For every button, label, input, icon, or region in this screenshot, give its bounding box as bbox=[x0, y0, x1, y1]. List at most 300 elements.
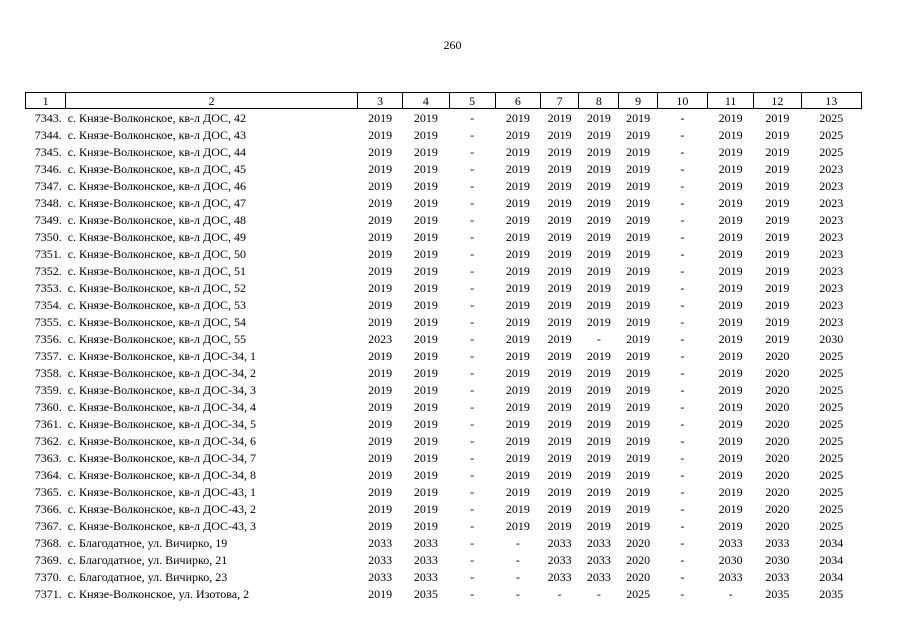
year-cell: 2034 bbox=[819, 535, 844, 550]
address-cell: с. Князе-Волконское, кв-л ДОС, 51 bbox=[67, 263, 247, 278]
year-cell: 2035 bbox=[765, 586, 790, 601]
year-cell: 2019 bbox=[413, 246, 438, 261]
year-cell: 2019 bbox=[718, 467, 743, 482]
year-cell: 2019 bbox=[586, 161, 611, 176]
year-cell: - bbox=[680, 365, 685, 380]
year-cell: 2019 bbox=[626, 246, 651, 261]
table-row bbox=[26, 177, 862, 194]
year-cell: 2019 bbox=[505, 416, 530, 431]
year-cell: 2020 bbox=[765, 382, 790, 397]
row-number: 7367. bbox=[34, 518, 62, 533]
year-cell: 2019 bbox=[368, 518, 393, 533]
year-cell: 2019 bbox=[368, 433, 393, 448]
year-cell: 2025 bbox=[819, 433, 844, 448]
year-cell: 2019 bbox=[547, 365, 572, 380]
year-cell: 2019 bbox=[718, 433, 743, 448]
address-cell: с. Князе-Волконское, кв-л ДОС, 47 bbox=[67, 195, 247, 210]
row-number: 7361. bbox=[34, 416, 62, 431]
year-cell: - bbox=[680, 331, 685, 346]
address-cell: с. Князе-Волконское, кв-л ДОС-34, 4 bbox=[67, 399, 257, 414]
year-cell: 2025 bbox=[819, 399, 844, 414]
year-cell: 2019 bbox=[626, 331, 651, 346]
year-cell: 2023 bbox=[819, 297, 844, 312]
year-cell: - bbox=[596, 586, 601, 601]
year-cell: 2020 bbox=[626, 552, 651, 567]
year-cell: 2035 bbox=[413, 586, 438, 601]
row-number: 7363. bbox=[34, 450, 62, 465]
address-cell: с. Князе-Волконское, кв-л ДОС-34, 6 bbox=[67, 433, 257, 448]
year-cell: 2033 bbox=[368, 535, 393, 550]
year-cell: 2019 bbox=[368, 127, 393, 142]
year-cell: 2019 bbox=[368, 467, 393, 482]
year-cell: 2019 bbox=[586, 178, 611, 193]
year-cell: 2019 bbox=[718, 518, 743, 533]
year-cell: - bbox=[470, 263, 475, 278]
year-cell: 2019 bbox=[586, 280, 611, 295]
year-cell: - bbox=[680, 263, 685, 278]
column-header: 6 bbox=[495, 93, 540, 109]
year-cell: - bbox=[557, 586, 562, 601]
year-cell: 2023 bbox=[819, 195, 844, 210]
column-header: 5 bbox=[449, 93, 495, 109]
year-cell: 2019 bbox=[718, 348, 743, 363]
year-cell: 2033 bbox=[413, 552, 438, 567]
year-cell: - bbox=[470, 348, 475, 363]
year-cell: 2019 bbox=[626, 484, 651, 499]
year-cell: - bbox=[470, 212, 475, 227]
year-cell: 2019 bbox=[626, 144, 651, 159]
year-cell: - bbox=[680, 484, 685, 499]
year-cell: 2033 bbox=[547, 569, 572, 584]
year-cell: 2019 bbox=[547, 416, 572, 431]
year-cell: 2019 bbox=[718, 501, 743, 516]
year-cell: - bbox=[515, 569, 520, 584]
row-number: 7362. bbox=[34, 433, 62, 448]
address-cell: с. Князе-Волконское, кв-л ДОС-34, 1 bbox=[67, 348, 257, 363]
year-cell: 2019 bbox=[718, 365, 743, 380]
year-cell: 2019 bbox=[718, 127, 743, 142]
year-cell: 2023 bbox=[819, 246, 844, 261]
year-cell: 2019 bbox=[765, 263, 790, 278]
year-cell: 2019 bbox=[626, 348, 651, 363]
year-cell: 2023 bbox=[819, 178, 844, 193]
year-cell: 2033 bbox=[413, 569, 438, 584]
year-cell: 2019 bbox=[413, 297, 438, 312]
year-cell: 2019 bbox=[368, 280, 393, 295]
row-number: 7357. bbox=[34, 348, 62, 363]
address-cell: с. Князе-Волконское, кв-л ДОС-43, 3 bbox=[67, 518, 257, 533]
year-cell: 2025 bbox=[819, 484, 844, 499]
year-cell: 2019 bbox=[547, 246, 572, 261]
table-row bbox=[26, 279, 862, 296]
year-cell: 2019 bbox=[505, 212, 530, 227]
table-row bbox=[26, 245, 862, 262]
year-cell: 2019 bbox=[413, 382, 438, 397]
year-cell: 2019 bbox=[586, 365, 611, 380]
year-cell: 2019 bbox=[413, 280, 438, 295]
year-cell: 2025 bbox=[819, 501, 844, 516]
year-cell: 2033 bbox=[718, 535, 743, 550]
year-cell: 2019 bbox=[368, 365, 393, 380]
year-cell: 2019 bbox=[765, 314, 790, 329]
row-number: 7364. bbox=[34, 467, 62, 482]
year-cell: 2019 bbox=[547, 450, 572, 465]
year-cell: 2019 bbox=[413, 518, 438, 533]
year-cell: 2019 bbox=[626, 518, 651, 533]
row-number: 7371. bbox=[34, 586, 62, 601]
address-cell: с. Князе-Волконское, кв-л ДОС-34, 2 bbox=[67, 365, 257, 380]
column-header: 12 bbox=[754, 93, 801, 109]
year-cell: 2019 bbox=[586, 399, 611, 414]
year-cell: 2025 bbox=[819, 416, 844, 431]
year-cell: 2019 bbox=[718, 161, 743, 176]
year-cell: 2019 bbox=[586, 450, 611, 465]
address-cell: с. Князе-Волконское, кв-л ДОС-34, 3 bbox=[67, 382, 257, 397]
year-cell: - bbox=[470, 569, 475, 584]
year-cell: - bbox=[470, 501, 475, 516]
year-cell: - bbox=[680, 399, 685, 414]
row-number: 7350. bbox=[34, 229, 62, 244]
address-cell: с. Князе-Волконское, кв-л ДОС-43, 2 bbox=[67, 501, 257, 516]
year-cell: 2019 bbox=[368, 229, 393, 244]
year-cell: 2034 bbox=[819, 552, 844, 567]
row-number: 7349. bbox=[34, 212, 62, 227]
year-cell: 2023 bbox=[819, 229, 844, 244]
address-cell: с. Князе-Волконское, кв-л ДОС, 48 bbox=[67, 212, 247, 227]
year-cell: 2019 bbox=[413, 484, 438, 499]
year-cell: 2019 bbox=[368, 501, 393, 516]
year-cell: - bbox=[470, 195, 475, 210]
year-cell: 2025 bbox=[819, 518, 844, 533]
year-cell: 2019 bbox=[413, 161, 438, 176]
row-number: 7358. bbox=[34, 365, 62, 380]
row-number: 7353. bbox=[34, 280, 62, 295]
year-cell: 2019 bbox=[626, 280, 651, 295]
year-cell: 2019 bbox=[586, 467, 611, 482]
year-cell: - bbox=[470, 297, 475, 312]
year-cell: 2019 bbox=[718, 450, 743, 465]
row-number: 7359. bbox=[34, 382, 62, 397]
year-cell: 2019 bbox=[505, 348, 530, 363]
year-cell: 2033 bbox=[547, 535, 572, 550]
year-cell: 2019 bbox=[413, 450, 438, 465]
row-number: 7348. bbox=[34, 195, 62, 210]
year-cell: - bbox=[470, 365, 475, 380]
year-cell: 2019 bbox=[626, 314, 651, 329]
row-number: 7355. bbox=[34, 314, 62, 329]
year-cell: - bbox=[680, 535, 685, 550]
year-cell: 2019 bbox=[413, 110, 438, 125]
table-row bbox=[26, 432, 862, 449]
year-cell: 2019 bbox=[368, 297, 393, 312]
year-cell: 2019 bbox=[413, 433, 438, 448]
year-cell: 2019 bbox=[718, 280, 743, 295]
year-cell: 2019 bbox=[626, 433, 651, 448]
year-cell: 2020 bbox=[626, 535, 651, 550]
year-cell: 2025 bbox=[819, 144, 844, 159]
column-header: 2 bbox=[66, 93, 358, 109]
year-cell: 2025 bbox=[819, 365, 844, 380]
row-number: 7344. bbox=[34, 127, 62, 142]
year-cell: - bbox=[680, 297, 685, 312]
year-cell: - bbox=[470, 246, 475, 261]
table-row bbox=[26, 143, 862, 160]
year-cell: 2019 bbox=[718, 416, 743, 431]
year-cell: - bbox=[680, 552, 685, 567]
year-cell: - bbox=[680, 144, 685, 159]
year-cell: - bbox=[515, 535, 520, 550]
table-row bbox=[26, 109, 862, 127]
year-cell: 2020 bbox=[765, 416, 790, 431]
year-cell: 2019 bbox=[626, 399, 651, 414]
year-cell: 2019 bbox=[626, 263, 651, 278]
year-cell: 2019 bbox=[586, 229, 611, 244]
table-row bbox=[26, 483, 862, 500]
row-number: 7360. bbox=[34, 399, 62, 414]
table-row bbox=[26, 551, 862, 568]
year-cell: 2019 bbox=[626, 297, 651, 312]
year-cell: - bbox=[680, 229, 685, 244]
year-cell: 2019 bbox=[368, 263, 393, 278]
year-cell: - bbox=[680, 467, 685, 482]
year-cell: 2019 bbox=[626, 229, 651, 244]
year-cell: 2019 bbox=[368, 382, 393, 397]
year-cell: - bbox=[470, 280, 475, 295]
row-number: 7346. bbox=[34, 161, 62, 176]
year-cell: 2019 bbox=[718, 382, 743, 397]
year-cell: 2020 bbox=[765, 484, 790, 499]
year-cell: 2035 bbox=[819, 586, 844, 601]
row-number: 7366. bbox=[34, 501, 62, 516]
year-cell: 2033 bbox=[586, 552, 611, 567]
address-cell: с. Князе-Волконское, кв-л ДОС, 44 bbox=[67, 144, 247, 159]
year-cell: - bbox=[470, 331, 475, 346]
year-cell: - bbox=[470, 433, 475, 448]
year-cell: 2019 bbox=[413, 348, 438, 363]
year-cell: 2019 bbox=[368, 161, 393, 176]
row-number: 7368. bbox=[34, 535, 62, 550]
year-cell: 2019 bbox=[547, 144, 572, 159]
column-header: 7 bbox=[541, 93, 579, 109]
year-cell: 2019 bbox=[547, 331, 572, 346]
year-cell: 2030 bbox=[819, 331, 844, 346]
row-number: 7351. bbox=[34, 246, 62, 261]
year-cell: - bbox=[680, 212, 685, 227]
year-cell: - bbox=[680, 195, 685, 210]
year-cell: 2019 bbox=[505, 501, 530, 516]
year-cell: 2019 bbox=[368, 348, 393, 363]
address-cell: с. Благодатное, ул. Вичирко, 23 bbox=[67, 569, 228, 584]
year-cell: 2019 bbox=[505, 450, 530, 465]
year-cell: 2030 bbox=[718, 552, 743, 567]
year-cell: 2019 bbox=[413, 229, 438, 244]
year-cell: 2019 bbox=[505, 195, 530, 210]
address-cell: с. Князе-Волконское, кв-л ДОС, 52 bbox=[67, 280, 247, 295]
year-cell: 2019 bbox=[505, 382, 530, 397]
table-row bbox=[26, 228, 862, 245]
year-cell: 2019 bbox=[547, 280, 572, 295]
table-row bbox=[26, 585, 862, 602]
table-row bbox=[26, 500, 862, 517]
year-cell: 2019 bbox=[547, 467, 572, 482]
year-cell: 2019 bbox=[626, 178, 651, 193]
year-cell: 2019 bbox=[413, 501, 438, 516]
year-cell: 2019 bbox=[547, 229, 572, 244]
year-cell: 2033 bbox=[718, 569, 743, 584]
year-cell: 2019 bbox=[505, 314, 530, 329]
row-number: 7369. bbox=[34, 552, 62, 567]
year-cell: 2019 bbox=[765, 127, 790, 142]
year-cell: 2019 bbox=[626, 195, 651, 210]
year-cell: 2019 bbox=[586, 246, 611, 261]
year-cell: - bbox=[680, 246, 685, 261]
schedule-table bbox=[25, 92, 862, 602]
table-row bbox=[26, 347, 862, 364]
table-row bbox=[26, 262, 862, 279]
year-cell: 2033 bbox=[368, 552, 393, 567]
year-cell: 2019 bbox=[505, 263, 530, 278]
year-cell: - bbox=[680, 501, 685, 516]
year-cell: 2019 bbox=[586, 110, 611, 125]
year-cell: 2019 bbox=[586, 144, 611, 159]
year-cell: 2019 bbox=[718, 195, 743, 210]
year-cell: 2019 bbox=[505, 365, 530, 380]
table-row bbox=[26, 415, 862, 432]
year-cell: - bbox=[680, 586, 685, 601]
year-cell: 2019 bbox=[505, 297, 530, 312]
year-cell: 2019 bbox=[586, 348, 611, 363]
row-number: 7347. bbox=[34, 178, 62, 193]
year-cell: 2019 bbox=[718, 246, 743, 261]
year-cell: 2019 bbox=[586, 263, 611, 278]
year-cell: 2025 bbox=[819, 348, 844, 363]
year-cell: 2019 bbox=[626, 365, 651, 380]
year-cell: 2020 bbox=[765, 501, 790, 516]
year-cell: 2020 bbox=[765, 450, 790, 465]
year-cell: 2019 bbox=[765, 178, 790, 193]
table-row bbox=[26, 364, 862, 381]
year-cell: - bbox=[470, 484, 475, 499]
address-cell: с. Князе-Волконское, кв-л ДОС-34, 8 bbox=[67, 467, 257, 482]
table-row bbox=[26, 449, 862, 466]
year-cell: - bbox=[680, 382, 685, 397]
year-cell: 2019 bbox=[505, 467, 530, 482]
year-cell: 2019 bbox=[718, 178, 743, 193]
row-number: 7356. bbox=[34, 331, 62, 346]
year-cell: 2023 bbox=[819, 161, 844, 176]
table-row bbox=[26, 296, 862, 313]
table-row bbox=[26, 381, 862, 398]
year-cell: 2019 bbox=[368, 195, 393, 210]
year-cell: - bbox=[470, 161, 475, 176]
year-cell: 2020 bbox=[765, 433, 790, 448]
year-cell: 2019 bbox=[547, 484, 572, 499]
column-header: 10 bbox=[657, 93, 707, 109]
year-cell: 2019 bbox=[718, 229, 743, 244]
year-cell: 2019 bbox=[626, 212, 651, 227]
year-cell: 2033 bbox=[765, 569, 790, 584]
year-cell: 2019 bbox=[718, 297, 743, 312]
year-cell: 2019 bbox=[626, 110, 651, 125]
year-cell: - bbox=[728, 586, 733, 601]
year-cell: 2019 bbox=[586, 314, 611, 329]
column-header: 13 bbox=[801, 93, 861, 109]
year-cell: - bbox=[680, 518, 685, 533]
year-cell: 2019 bbox=[765, 331, 790, 346]
year-cell: 2019 bbox=[413, 314, 438, 329]
year-cell: 2025 bbox=[819, 382, 844, 397]
row-number: 7354. bbox=[34, 297, 62, 312]
table-row bbox=[26, 160, 862, 177]
row-number: 7370. bbox=[34, 569, 62, 584]
address-cell: с. Князе-Волконское, кв-л ДОС, 43 bbox=[67, 127, 247, 142]
year-cell: 2019 bbox=[547, 195, 572, 210]
year-cell: 2020 bbox=[765, 518, 790, 533]
year-cell: - bbox=[470, 382, 475, 397]
year-cell: 2025 bbox=[819, 110, 844, 125]
year-cell: 2019 bbox=[765, 195, 790, 210]
year-cell: 2019 bbox=[586, 382, 611, 397]
address-cell: с. Князе-Волконское, кв-л ДОС-43, 1 bbox=[67, 484, 257, 499]
year-cell: 2019 bbox=[505, 331, 530, 346]
year-cell: 2019 bbox=[413, 144, 438, 159]
year-cell: 2019 bbox=[547, 110, 572, 125]
year-cell: 2019 bbox=[626, 161, 651, 176]
year-cell: 2019 bbox=[586, 127, 611, 142]
year-cell: - bbox=[470, 518, 475, 533]
year-cell: 2020 bbox=[626, 569, 651, 584]
year-cell: 2019 bbox=[368, 586, 393, 601]
column-header: 8 bbox=[579, 93, 619, 109]
table-row bbox=[26, 534, 862, 551]
year-cell: 2019 bbox=[765, 212, 790, 227]
year-cell: 2019 bbox=[765, 110, 790, 125]
year-cell: 2019 bbox=[718, 110, 743, 125]
year-cell: 2019 bbox=[368, 110, 393, 125]
year-cell: - bbox=[680, 348, 685, 363]
year-cell: - bbox=[470, 110, 475, 125]
year-cell: 2019 bbox=[765, 297, 790, 312]
year-cell: 2025 bbox=[819, 467, 844, 482]
year-cell: - bbox=[515, 552, 520, 567]
year-cell: 2033 bbox=[413, 535, 438, 550]
year-cell: 2019 bbox=[765, 280, 790, 295]
table-body bbox=[26, 93, 862, 603]
year-cell: 2019 bbox=[547, 501, 572, 516]
year-cell: 2019 bbox=[765, 229, 790, 244]
year-cell: 2019 bbox=[547, 348, 572, 363]
year-cell: 2019 bbox=[413, 127, 438, 142]
year-cell: 2019 bbox=[547, 212, 572, 227]
address-cell: с. Благодатное, ул. Вичирко, 19 bbox=[67, 535, 228, 550]
year-cell: 2019 bbox=[586, 212, 611, 227]
year-cell: 2019 bbox=[586, 433, 611, 448]
year-cell: - bbox=[470, 535, 475, 550]
year-cell: - bbox=[680, 178, 685, 193]
table-row bbox=[26, 313, 862, 330]
year-cell: 2019 bbox=[413, 195, 438, 210]
year-cell: - bbox=[470, 586, 475, 601]
year-cell: 2033 bbox=[586, 569, 611, 584]
year-cell: 2019 bbox=[368, 314, 393, 329]
year-cell: 2019 bbox=[586, 195, 611, 210]
table-row bbox=[26, 466, 862, 483]
year-cell: 2019 bbox=[413, 178, 438, 193]
year-cell: 2023 bbox=[368, 331, 393, 346]
address-cell: с. Князе-Волконское, кв-л ДОС-34, 5 bbox=[67, 416, 257, 431]
year-cell: - bbox=[680, 569, 685, 584]
table-row bbox=[26, 194, 862, 211]
